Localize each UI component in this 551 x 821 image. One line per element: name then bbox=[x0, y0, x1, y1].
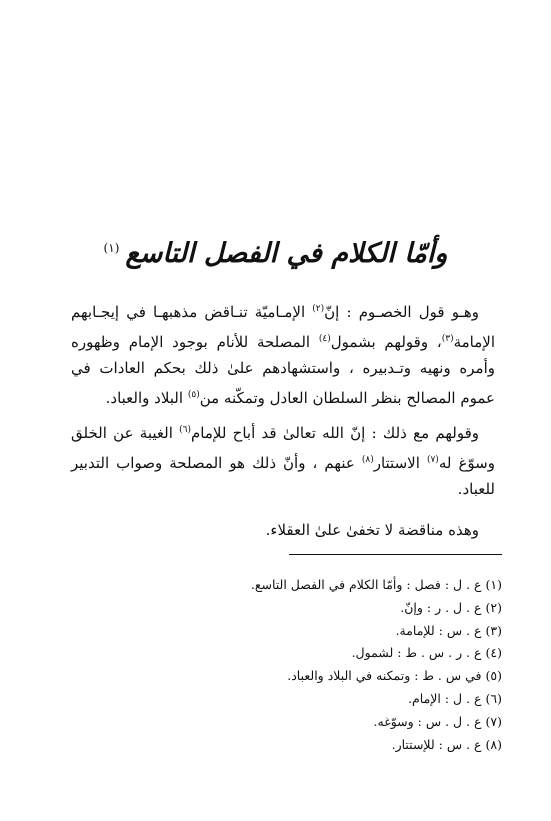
footnote-text: ع . ل . س : وسوّغه. bbox=[373, 713, 482, 729]
paragraph-text: الاستتار bbox=[373, 453, 427, 472]
footnote-number: (٧) bbox=[485, 713, 502, 729]
footnote-ref: (٧) bbox=[426, 454, 439, 465]
paragraph-text: البلاد والعباد. bbox=[105, 388, 188, 407]
chapter-title-text: وأمّا الكلام في الفصل التاسع bbox=[125, 238, 448, 269]
footnotes bbox=[72, 574, 502, 756]
footnote-ref: (٦) bbox=[179, 425, 191, 435]
footnote-ref: (٨) bbox=[361, 454, 374, 465]
footnote bbox=[72, 620, 502, 643]
footnote bbox=[72, 711, 502, 734]
paragraph-text: وهذه مناقضة لا تخفىٰ علىٰ العقلاء. bbox=[265, 520, 479, 539]
footnote-number: (٥) bbox=[485, 668, 502, 684]
chapter-title-note: (١) bbox=[103, 241, 120, 255]
footnote-text: ع . س : للإمامة. bbox=[395, 622, 482, 638]
footnote-number: (٨) bbox=[485, 736, 502, 752]
footnote-ref: (٣) bbox=[441, 333, 454, 344]
paragraph-text: ، وقولهم بشمول bbox=[330, 332, 442, 351]
paragraph bbox=[71, 417, 495, 503]
chapter-title bbox=[0, 228, 551, 274]
footnote bbox=[72, 597, 502, 620]
paragraph-text: المصلحة للأنام بوجود الإمام وظهوره وأمره ونهيه وتـدبيره ، واستشهادهم علىٰ ذلك بحكم العادات في عموم المصالح بنظر السلطان العادل وتمكّنه من bbox=[71, 332, 495, 407]
footnote-number: (٢) bbox=[485, 599, 502, 615]
footnote bbox=[72, 734, 502, 757]
footnote-ref: (٥) bbox=[187, 389, 200, 400]
paragraph-text: الغيبة عن الخلق وسوّغ له bbox=[71, 424, 495, 472]
footnote bbox=[72, 688, 502, 711]
footnote-text: ع . ل . ر : وإنّ. bbox=[400, 599, 482, 615]
footnote-text: ع . س : للإستتار. bbox=[391, 736, 482, 752]
paragraph bbox=[71, 296, 495, 411]
footnote-divider bbox=[289, 554, 502, 555]
footnote bbox=[72, 642, 502, 665]
footnote-ref: (٤) bbox=[318, 333, 331, 344]
footnote-text: في س . ط : وتمكنه في البلاد والعباد. bbox=[287, 668, 482, 684]
footnote-text: ع . ر . س . ط : لشمول. bbox=[351, 645, 482, 661]
paragraph-text: عنهم ، وأنّ ذلك هو المصلحة وصواب التدبير للعباد. bbox=[71, 453, 495, 498]
footnote-number: (٦) bbox=[485, 690, 502, 706]
main-text bbox=[71, 296, 495, 543]
footnote-number: (١) bbox=[485, 577, 502, 592]
footnote-number: (٣) bbox=[485, 622, 502, 638]
paragraph-text: الإمـاميّة تنـاقض مذهبهـا في إيجـابهم الإمامة bbox=[71, 303, 495, 351]
paragraph-text: وهـو قول الخصـوم : إنّ bbox=[324, 303, 479, 321]
footnote-text: ع . ل : فصل : وأمّا الكلام في الفصل التاسع. bbox=[250, 577, 482, 592]
footnote-ref: (٢) bbox=[312, 304, 325, 314]
footnote-number: (٤) bbox=[485, 645, 502, 661]
paragraph-text: وقولهم مع ذلك : إنّ الله تعالىٰ قد أباح للإمام bbox=[191, 424, 479, 442]
paragraph bbox=[71, 517, 495, 544]
footnote-text: ع . ل : الإمام. bbox=[408, 690, 482, 706]
footnote bbox=[72, 574, 502, 597]
footnote bbox=[72, 665, 502, 688]
